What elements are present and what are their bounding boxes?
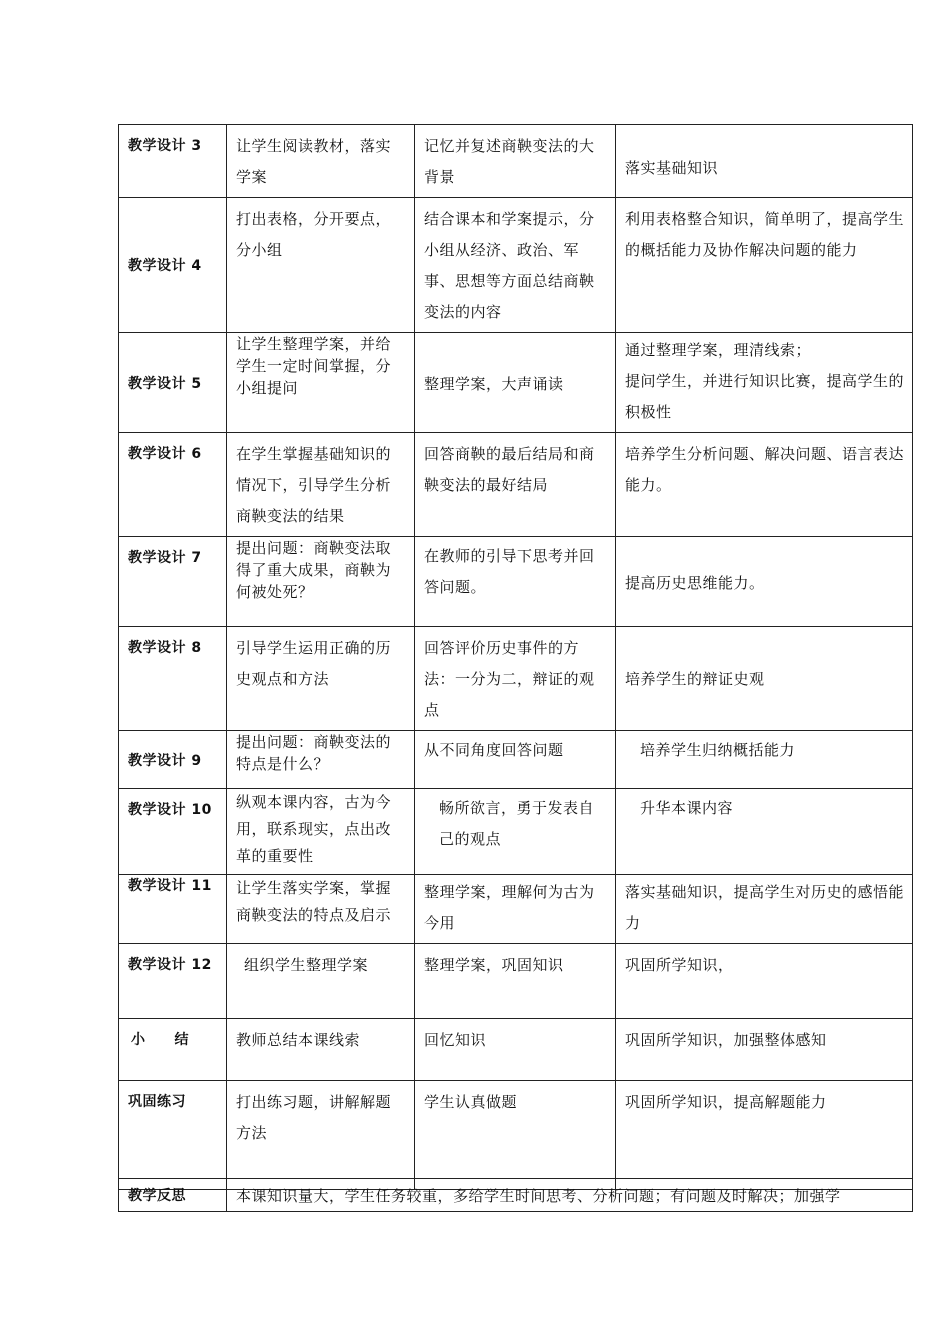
table-row: [119, 944, 913, 1019]
student-activity: 从不同角度回答问题: [415, 731, 616, 789]
row-label: 巩固练习: [119, 1081, 227, 1190]
table-row: [119, 1019, 913, 1081]
teacher-activity: 打出练习题，讲解解题方法: [227, 1081, 415, 1190]
student-activity: 整理学案，理解何为古为今用: [415, 875, 616, 944]
teacher-activity: 教师总结本课线索: [227, 1019, 415, 1081]
table-row: [119, 1179, 913, 1212]
teacher-activity: 引导学生运用正确的历史观点和方法: [227, 627, 415, 731]
row-label: 教学设计 8: [119, 627, 227, 731]
teacher-activity: 组织学生整理学案: [227, 944, 415, 1019]
table-row: [119, 125, 913, 198]
lesson-design-table: [118, 124, 913, 1190]
table-row: [119, 731, 913, 789]
design-intent: 巩固所学知识，提高解题能力: [616, 1081, 913, 1190]
design-intent: 升华本课内容: [616, 789, 913, 875]
design-intent: 巩固所学知识，加强整体感知: [616, 1019, 913, 1081]
table-row: [119, 1081, 913, 1190]
design-intent-line: 提问学生，并进行知识比赛，提高学生的积极性: [625, 372, 905, 421]
table-row: [119, 627, 913, 731]
design-intent: 巩固所学知识，: [616, 944, 913, 1019]
reflection-label: 教学反思: [119, 1179, 227, 1212]
design-intent: 利用表格整合知识，简单明了，提高学生的概括能力及协作解决问题的能力: [616, 198, 913, 333]
design-intent: 落实基础知识: [616, 125, 913, 198]
student-activity: 在教师的引导下思考并回答问题。: [415, 537, 616, 627]
row-label: 教学设计 9: [119, 731, 227, 789]
teacher-activity: 让学生整理学案，并给学生一定时间掌握，分小组提问: [227, 333, 415, 433]
design-intent: 培养学生的辩证史观: [616, 627, 913, 731]
student-activity: 整理学案，巩固知识: [415, 944, 616, 1019]
teacher-activity: 纵观本课内容，古为今用，联系现实，点出改革的重要性: [227, 789, 415, 875]
table-row: [119, 875, 913, 944]
student-activity: 记忆并复述商鞅变法的大背景: [415, 125, 616, 198]
teacher-activity: 让学生落实学案，掌握商鞅变法的特点及启示: [227, 875, 415, 944]
table-row: [119, 789, 913, 875]
row-label: 教学设计 5: [119, 333, 227, 433]
student-activity: 结合课本和学案提示，分小组从经济、政治、军事、思想等方面总结商鞅变法的内容: [415, 198, 616, 333]
student-activity: 畅所欲言，勇于发表自己的观点: [415, 789, 616, 875]
row-label: 教学设计 7: [119, 537, 227, 627]
student-activity: 整理学案，大声诵读: [415, 333, 616, 433]
table-row: [119, 198, 913, 333]
teacher-activity: 让学生阅读教材，落实学案: [227, 125, 415, 198]
row-label: 小 结: [119, 1019, 227, 1081]
row-label: 教学设计 4: [119, 198, 227, 333]
row-label: 教学设计 11: [119, 875, 227, 944]
table-row: [119, 333, 913, 433]
reflection-table: [118, 1178, 913, 1212]
design-intent: [616, 333, 913, 433]
teacher-activity: 打出表格，分开要点，分小组: [227, 198, 415, 333]
student-activity: 学生认真做题: [415, 1081, 616, 1190]
design-intent: 提高历史思维能力。: [616, 537, 913, 627]
design-intent: 培养学生分析问题、解决问题、语言表达能力。: [616, 433, 913, 537]
student-activity: 回答评价历史事件的方法：一分为二，辩证的观点: [415, 627, 616, 731]
teacher-activity: 提出问题：商鞅变法的特点是什么？: [227, 731, 415, 789]
teacher-activity: 提出问题：商鞅变法取得了重大成果，商鞅为何被处死？: [227, 537, 415, 627]
design-intent: 培养学生归纳概括能力: [616, 731, 913, 789]
design-intent-line: 通过整理学案，理清线索；: [625, 341, 812, 359]
table-row: [119, 537, 913, 627]
reflection-text: 本课知识量大，学生任务较重，多给学生时间思考、分析问题；有问题及时解决；加强学: [227, 1179, 913, 1212]
design-intent: 落实基础知识，提高学生对历史的感悟能力: [616, 875, 913, 944]
row-label: 教学设计 10: [119, 789, 227, 875]
row-label: 教学设计 3: [119, 125, 227, 198]
row-label: 教学设计 12: [119, 944, 227, 1019]
student-activity: 回忆知识: [415, 1019, 616, 1081]
row-label: 教学设计 6: [119, 433, 227, 537]
student-activity: 回答商鞅的最后结局和商鞅变法的最好结局: [415, 433, 616, 537]
table-row: [119, 433, 913, 537]
teacher-activity: 在学生掌握基础知识的情况下，引导学生分析商鞅变法的结果: [227, 433, 415, 537]
